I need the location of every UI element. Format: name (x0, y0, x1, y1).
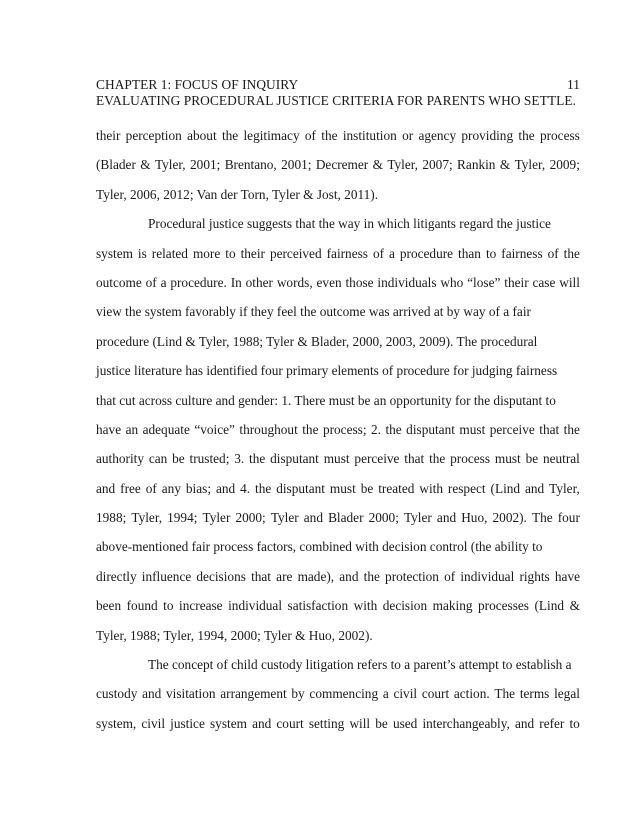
running-head-row (96, 77, 580, 93)
body-text (96, 121, 580, 738)
text-line: directly influence decisions that are made), and the protection of individual rights have (96, 568, 580, 584)
text-line: Tyler, 2006, 2012; Van der Torn, Tyler & Jost, 2011). (96, 186, 379, 202)
text-line: that cut across culture and gender: 1. There must be an opportunity for the disputant to (96, 392, 556, 408)
text-line: outcome of a procedure. In other words, even those individuals who “lose” their case will (96, 274, 580, 290)
text-line: have an adequate “voice” throughout the process; 2. the disputant must perceive that the (96, 421, 580, 437)
text-line: Tyler, 1988; Tyler, 1994, 2000; Tyler & Huo, 2002). (96, 627, 373, 643)
paragraph-first-line: Procedural justice suggests that the way in which litigants regard the justice (148, 216, 551, 232)
text-line: 1988; Tyler, 1994; Tyler 2000; Tyler and Blader 2000; Tyler and Huo, 2002). The four (96, 510, 580, 526)
text-line: (Blader & Tyler, 2001; Brentano, 2001; Decremer & Tyler, 2007; Rankin & Tyler, 2009; (96, 157, 580, 173)
text-line: been found to increase individual satisfaction with decision making processes (Lind & (96, 598, 580, 614)
text-line: above-mentioned fair process factors, combined with decision control (the ability to (96, 539, 543, 555)
text-line: view the system favorably if they feel the outcome was arrived at by way of a fair (96, 304, 531, 320)
running-head (96, 77, 580, 109)
text-line: authority can be trusted; 3. the disputant must perceive that the process must be neutral (96, 451, 580, 467)
text-line: system, civil justice system and court setting will be used interchangeably, and refer to (96, 715, 580, 731)
text-line: system is related more to their perceived fairness of a procedure than to fairness of the (96, 245, 580, 261)
text-line: their perception about the legitimacy of the institution or agency providing the process (96, 128, 580, 143)
text-line: justice literature has identified four primary elements of procedure for judging fairness (96, 363, 558, 379)
running-head-subtitle: EVALUATING PROCEDURAL JUSTICE CRITERIA FOR PARENTS WHO SETTLE. (96, 93, 576, 108)
chapter-title: CHAPTER 1: FOCUS OF INQUIRY (96, 77, 299, 92)
text-line: custody and visitation arrangement by commencing a civil court action. The terms legal (96, 686, 580, 702)
paragraph-first-line: The concept of child custody litigation refers to a parent’s attempt to establish a (148, 657, 572, 673)
text-line: procedure (Lind & Tyler, 1988; Tyler & Blader, 2000, 2003, 2009). The procedural (96, 333, 538, 349)
page-number: 11 (567, 77, 580, 92)
text-line: and free of any bias; and 4. the disputant must be treated with respect (Lind and Tyler, (96, 480, 580, 496)
